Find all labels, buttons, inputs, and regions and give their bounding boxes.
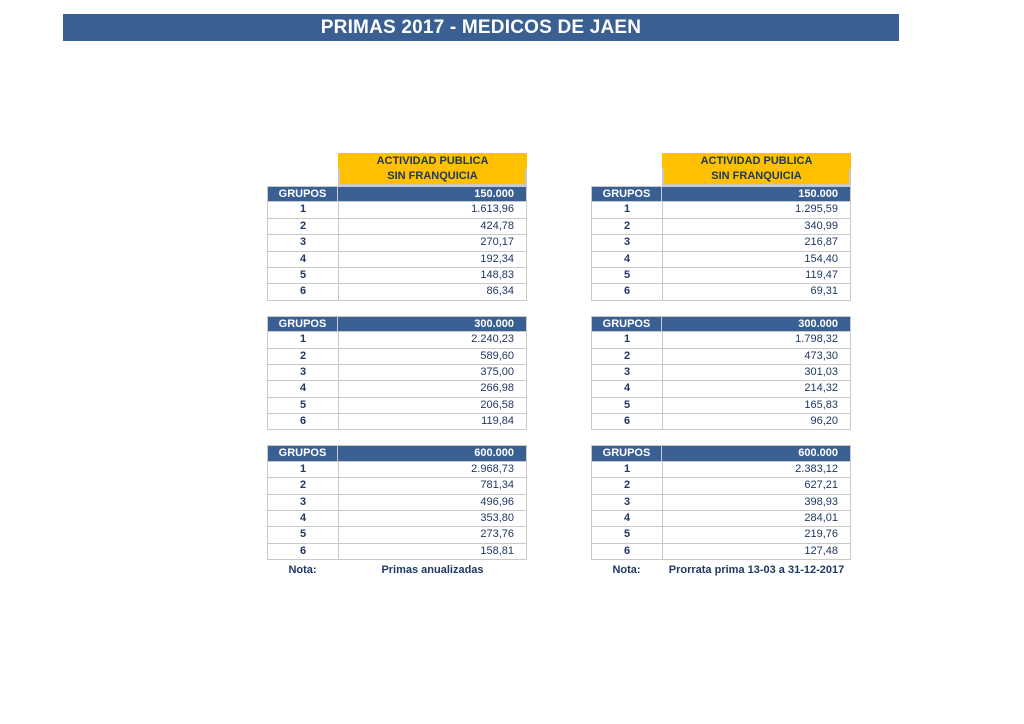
coverage-amount-header: 150.000	[662, 186, 851, 202]
premium-value: 353,80	[338, 511, 527, 527]
premium-value: 2.968,73	[338, 462, 527, 478]
group-number: 4	[591, 252, 662, 268]
table-row	[267, 349, 527, 365]
activity-header: ACTIVIDAD PUBLICA	[662, 153, 851, 169]
table-row	[267, 478, 527, 494]
group-number: 6	[267, 284, 338, 300]
premium-value: 2.383,12	[662, 462, 851, 478]
table-row	[591, 544, 851, 560]
table-row	[267, 495, 527, 511]
table-row	[591, 332, 851, 348]
table-note	[267, 562, 527, 578]
premium-value: 119,47	[662, 268, 851, 284]
franchise-header: SIN FRANQUICIA	[662, 169, 851, 186]
group-number: 5	[591, 398, 662, 414]
table-row	[267, 381, 527, 397]
group-number: 1	[267, 332, 338, 348]
block-header-row	[267, 316, 527, 332]
group-number: 2	[267, 349, 338, 365]
group-number: 3	[591, 365, 662, 381]
group-number: 6	[591, 414, 662, 430]
group-number: 6	[591, 284, 662, 300]
group-number: 6	[591, 544, 662, 560]
group-number: 4	[267, 381, 338, 397]
table-row	[591, 365, 851, 381]
table-row	[591, 284, 851, 300]
premium-value: 69,31	[662, 284, 851, 300]
note-label: Nota:	[612, 564, 641, 577]
page-title: PRIMAS 2017 - MEDICOS DE JAEN	[63, 14, 899, 41]
group-number: 1	[591, 332, 662, 348]
premium-value: 1.295,59	[662, 202, 851, 218]
group-number: 4	[591, 511, 662, 527]
premium-value: 96,20	[662, 414, 851, 430]
premium-value: 119,84	[338, 414, 527, 430]
premium-value: 266,98	[338, 381, 527, 397]
table-row	[267, 202, 527, 218]
premium-value: 781,34	[338, 478, 527, 494]
premium-value: 219,76	[662, 527, 851, 543]
block-header-row	[591, 316, 851, 332]
group-number: 4	[591, 381, 662, 397]
table-row	[267, 527, 527, 543]
premium-value: 340,99	[662, 219, 851, 235]
group-number: 6	[267, 544, 338, 560]
block-header-row	[591, 186, 851, 202]
table-row	[591, 381, 851, 397]
coverage-block	[267, 445, 527, 560]
coverage-amount-header: 600.000	[338, 445, 527, 461]
premium-value: 284,01	[662, 511, 851, 527]
premium-value: 270,17	[338, 235, 527, 251]
premium-value: 1.613,96	[338, 202, 527, 218]
group-number: 2	[267, 219, 338, 235]
group-number: 2	[267, 478, 338, 494]
table-row	[591, 252, 851, 268]
group-number: 5	[591, 268, 662, 284]
coverage-amount-header: 600.000	[662, 445, 851, 461]
group-number: 5	[591, 527, 662, 543]
premium-value: 165,83	[662, 398, 851, 414]
premium-value: 2.240,23	[338, 332, 527, 348]
premium-value: 301,03	[662, 365, 851, 381]
table-row	[591, 349, 851, 365]
table-row	[591, 414, 851, 430]
premium-value: 206,58	[338, 398, 527, 414]
table-row	[267, 235, 527, 251]
note-text: Primas anualizadas	[381, 564, 484, 577]
table-row	[267, 252, 527, 268]
note-text: Prorrata prima 13-03 a 31-12-2017	[668, 564, 845, 577]
group-number: 2	[591, 349, 662, 365]
premium-value: 627,21	[662, 478, 851, 494]
table-row	[267, 268, 527, 284]
premium-value: 473,30	[662, 349, 851, 365]
premium-value: 273,76	[338, 527, 527, 543]
table-row	[267, 544, 527, 560]
groups-header: GRUPOS	[267, 445, 338, 461]
groups-header: GRUPOS	[267, 316, 338, 332]
groups-header: GRUPOS	[267, 186, 338, 202]
table-row	[267, 332, 527, 348]
block-header-row	[267, 186, 527, 202]
group-number: 4	[267, 252, 338, 268]
group-number: 3	[591, 495, 662, 511]
premium-table-prorated	[591, 153, 851, 578]
activity-header: ACTIVIDAD PUBLICA	[338, 153, 527, 169]
group-number: 1	[267, 462, 338, 478]
groups-header: GRUPOS	[591, 186, 662, 202]
table-row	[591, 235, 851, 251]
table-row	[267, 365, 527, 381]
coverage-block	[591, 186, 851, 301]
premium-value: 1.798,32	[662, 332, 851, 348]
group-number: 3	[267, 235, 338, 251]
table-row	[591, 527, 851, 543]
table-row	[267, 414, 527, 430]
premium-value: 158,81	[338, 544, 527, 560]
table-row	[591, 495, 851, 511]
franchise-header: SIN FRANQUICIA	[338, 169, 527, 186]
coverage-amount-header: 300.000	[338, 316, 527, 332]
note-label: Nota:	[288, 564, 317, 577]
group-number: 6	[267, 414, 338, 430]
premium-table-annual	[267, 153, 527, 578]
premium-value: 192,34	[338, 252, 527, 268]
group-number: 5	[267, 268, 338, 284]
premium-value: 127,48	[662, 544, 851, 560]
group-number: 2	[591, 219, 662, 235]
table-note	[591, 562, 851, 578]
group-number: 2	[591, 478, 662, 494]
premium-value: 86,34	[338, 284, 527, 300]
group-number: 1	[591, 202, 662, 218]
groups-header: GRUPOS	[591, 316, 662, 332]
table-row	[591, 478, 851, 494]
premium-value: 214,32	[662, 381, 851, 397]
table-row	[591, 511, 851, 527]
premium-value: 398,93	[662, 495, 851, 511]
table-row	[591, 268, 851, 284]
group-number: 4	[267, 511, 338, 527]
table-row	[591, 202, 851, 218]
coverage-block	[591, 316, 851, 431]
coverage-block	[267, 186, 527, 301]
table-row	[267, 511, 527, 527]
coverage-block	[591, 445, 851, 560]
premium-value: 154,40	[662, 252, 851, 268]
coverage-amount-header: 300.000	[662, 316, 851, 332]
group-number: 1	[267, 202, 338, 218]
table-row	[591, 398, 851, 414]
group-number: 5	[267, 527, 338, 543]
group-number: 5	[267, 398, 338, 414]
premium-value: 148,83	[338, 268, 527, 284]
group-number: 3	[591, 235, 662, 251]
block-header-row	[591, 445, 851, 461]
table-row	[591, 219, 851, 235]
table-row	[267, 284, 527, 300]
premium-value: 375,00	[338, 365, 527, 381]
groups-header: GRUPOS	[591, 445, 662, 461]
premium-value: 216,87	[662, 235, 851, 251]
group-number: 3	[267, 365, 338, 381]
table-row	[267, 398, 527, 414]
table-row	[267, 462, 527, 478]
coverage-amount-header: 150.000	[338, 186, 527, 202]
premium-value: 424,78	[338, 219, 527, 235]
table-row	[591, 462, 851, 478]
table-row	[267, 219, 527, 235]
premium-value: 496,96	[338, 495, 527, 511]
premium-value: 589,60	[338, 349, 527, 365]
coverage-block	[267, 316, 527, 431]
group-number: 3	[267, 495, 338, 511]
block-header-row	[267, 445, 527, 461]
group-number: 1	[591, 462, 662, 478]
